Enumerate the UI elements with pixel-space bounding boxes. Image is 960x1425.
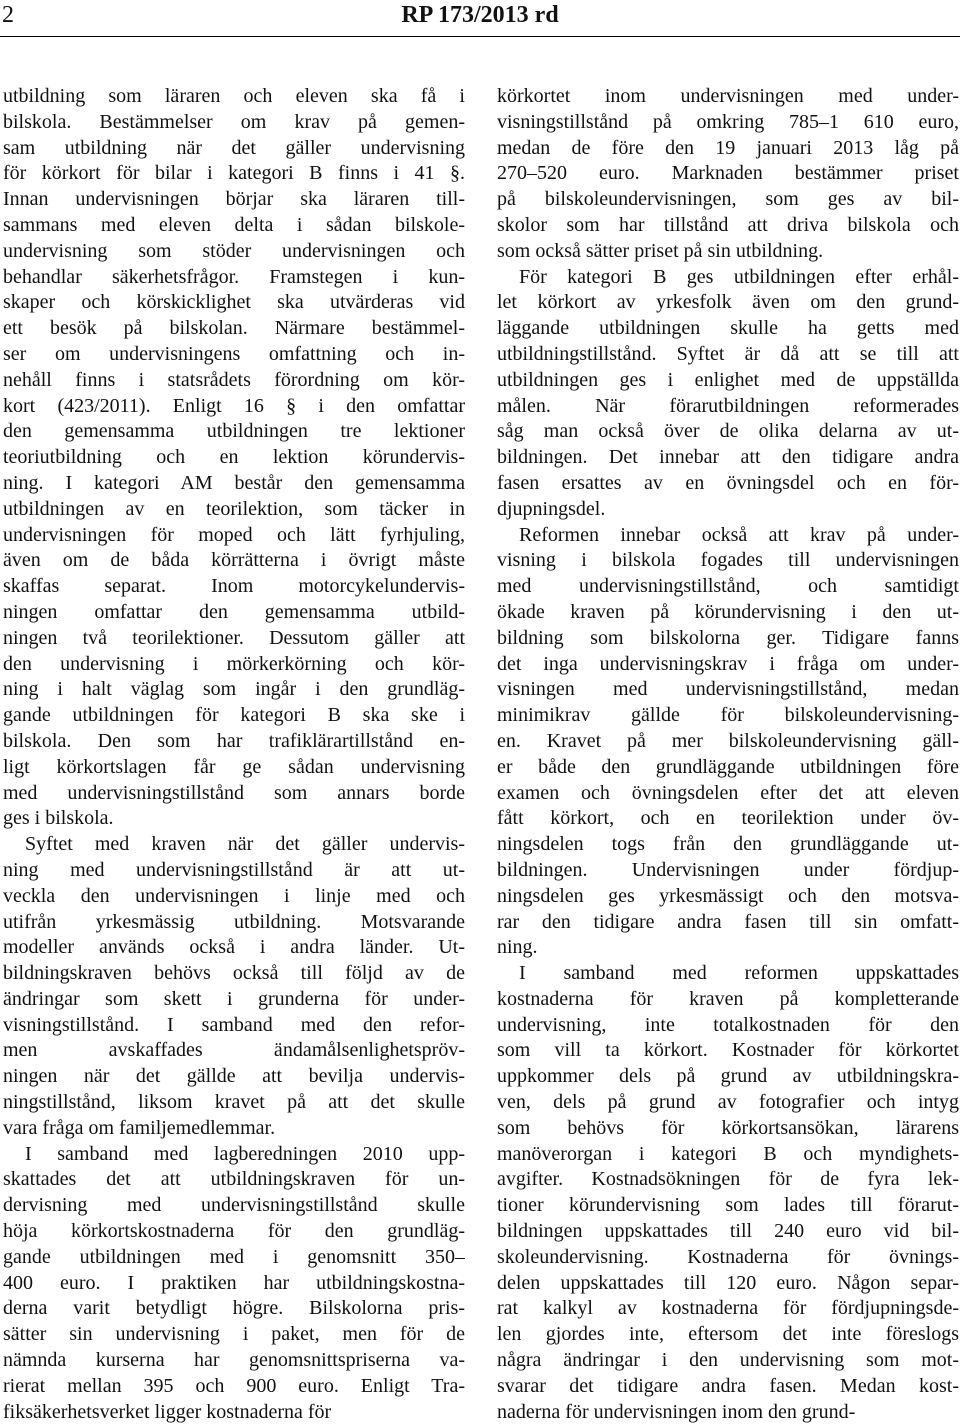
- text-line: med undervisningstillstånd, och samtidigt: [497, 575, 959, 598]
- text-line: bilskola. Den som har trafiklärartillstånd en-: [3, 729, 465, 752]
- text-line: även om de båda körrätterna i övrigt måste: [3, 549, 465, 572]
- text-line: visning i bilskola fogades till undervisningen: [497, 549, 959, 572]
- right-column: [497, 84, 959, 1425]
- text-line: ningen när det gällde att bevilja undervis-: [3, 1065, 465, 1088]
- text-line: tioner körundervisning som lades till förarut-: [497, 1194, 959, 1217]
- text-line: vara fråga om familjemedlemmar.: [3, 1116, 276, 1139]
- text-line: det inga undervisningskrav i fråga om under-: [497, 652, 959, 675]
- text-line: för körkort för bilar i kategori B finns i 41 §.: [3, 162, 465, 185]
- text-line: ven, dels på grund av fotografier och intyg: [497, 1091, 959, 1114]
- text-line: undervisning, inte totalkostnaden för den: [497, 1013, 959, 1036]
- text-line: dervisning med undervisningstillstånd skulle: [3, 1194, 465, 1217]
- text-line: utbildning som läraren och eleven ska få i: [3, 85, 465, 107]
- header-rule: [0, 36, 960, 37]
- text-line: bilskola. Bestämmelser om krav på gemen-: [3, 110, 465, 133]
- text-line: ett besök på bilskolan. Närmare bestämmel-: [3, 317, 465, 340]
- text-line: sätter sin undervisning i paket, men för de: [3, 1323, 465, 1346]
- text-line: avgifter. Kostnadsökningen för de fyra lek-: [497, 1168, 959, 1191]
- text-line: gande utbildningen för kategori B ska ske i: [3, 704, 465, 727]
- text-line: bildningen. Det innebar att den tidigare andra: [497, 446, 959, 469]
- text-line: utbildningstillstånd. Syftet är då att se till att: [497, 342, 959, 365]
- text-line: fasen ersattes av en övningsdel och en för-: [497, 471, 959, 494]
- text-line: ser om undervisningens omfattning och in-: [3, 342, 465, 365]
- text-line: kostnaderna för kraven på kompletterande: [497, 987, 959, 1010]
- text-line: naderna för undervisningen inom den grund-: [497, 1400, 856, 1423]
- text-line: bildningskraven behövs också till följd av de: [3, 962, 465, 985]
- text-line: derna varit betydligt högre. Bilskolorna pris-: [3, 1297, 465, 1320]
- text-line: skattades det att utbildningskraven för un-: [3, 1168, 465, 1191]
- text-line: skaper och körskicklighet ska utvärderas vid: [3, 291, 465, 314]
- text-line: veckla den undervisningen i linje med och: [3, 884, 465, 907]
- text-line: sam utbildning när det gäller undervisning: [3, 136, 465, 159]
- text-line: skaffas separat. Inom motorcykelundervis-: [3, 575, 465, 598]
- page-number: 2: [2, 2, 14, 28]
- text-line: Innan undervisningen börjar ska läraren till-: [3, 188, 465, 211]
- text-line: djupningsdel.: [497, 497, 606, 520]
- text-line: let körkort av yrkesfolk även om den grund-: [497, 291, 959, 314]
- text-line: teoriutbildning och en lektion körundervis-: [3, 446, 465, 469]
- text-line: ning med undervisningstillstånd är att ut-: [3, 858, 465, 881]
- text-line: körkortet inom undervisningen med under-: [497, 85, 959, 107]
- text-line: undervisningen för moped och lätt fyrhjuling,: [3, 523, 465, 546]
- text-line: på bilskoleundervisningen, som ges av bil-: [497, 188, 959, 211]
- text-line: som behövs för körkortsansökan, lärarens: [497, 1116, 959, 1139]
- text-line: rierat mellan 395 och 900 euro. Enligt Tra-: [3, 1374, 465, 1397]
- text-line: kort (423/2011). Enligt 16 § i den omfattar: [3, 394, 465, 417]
- text-line: fiksäkerhetsverket ligger kostnaderna för: [3, 1400, 332, 1423]
- text-line: Syftet med kraven när det gäller undervis-: [25, 833, 465, 856]
- text-line: utbildningen ges i enlighet med de uppställda: [497, 368, 959, 391]
- text-line: gande utbildningen med i genomsnitt 350–: [3, 1245, 465, 1268]
- text-line: skoleundervisning. Kostnaderna för övnings-: [497, 1245, 959, 1268]
- text-line: len gjordes inte, eftersom det inte föreslogs: [497, 1323, 959, 1346]
- text-line: Reformen innebar också att krav på under-: [519, 523, 959, 546]
- text-line: höja körkortskostnaderna för den grundläg-: [3, 1220, 465, 1243]
- text-line: 400 euro. I praktiken har utbildningskostna-: [3, 1271, 465, 1294]
- text-line: ning i halt väglag som ingår i den grundläg-: [3, 678, 465, 701]
- text-line: bildningen. Undervisningen under fördjup-: [497, 858, 959, 881]
- text-line: fått körkort, och en teorilektion under öv-: [497, 807, 959, 830]
- text-line: den gemensamma utbildningen tre lektioner: [3, 420, 465, 443]
- text-line: medan de före den 19 januari 2013 låg på: [497, 136, 959, 159]
- text-line: uppkommer dels på grund av utbildningskra-: [497, 1065, 959, 1088]
- text-line: några ändringar i den undervisning som mot-: [497, 1349, 959, 1372]
- text-line: svarar det tidigare andra fasen. Medan kost-: [497, 1374, 959, 1397]
- text-line: visningen med undervisningstillstånd, medan: [497, 678, 959, 701]
- text-line: läggande utbildningen skulle ha getts med: [497, 317, 959, 340]
- text-line: ningstillstånd, liksom kravet på att det skulle: [3, 1091, 465, 1114]
- text-line: utbildningen av en teorilektion, som täcker in: [3, 497, 465, 520]
- text-line: rar den tidigare andra fasen till sin omfatt-: [497, 910, 959, 933]
- text-line: er både den grundläggande utbildningen före: [497, 755, 959, 778]
- left-column: [3, 84, 465, 1425]
- text-line: ökade kraven på körundervisning i den ut-: [497, 600, 959, 623]
- text-line: minimikrav gällde för bilskoleundervisning-: [497, 704, 959, 727]
- text-line: ningsdelen togs från den grundläggande ut-: [497, 833, 959, 856]
- text-line: visningstillstånd på omkring 785–1 610 euro,: [497, 110, 959, 133]
- text-line: För kategori B ges utbildningen efter erhål-: [519, 265, 959, 288]
- text-line: ning.: [497, 936, 538, 959]
- text-line: modeller används också i andra länder. Ut-: [3, 936, 465, 959]
- document-id: RP 173/2013 rd: [401, 2, 559, 28]
- text-line: visningstillstånd. I samband med den refor-: [3, 1013, 465, 1036]
- text-line: nehåll finns i statsrådets förordning om kör-: [3, 368, 465, 391]
- text-line: utifrån yrkesmässig utbildning. Motsvarande: [3, 910, 465, 933]
- text-line: skolor som har tillstånd att driva bilskola och: [497, 213, 959, 236]
- text-line: som vill ta körkort. Kostnader för körkortet: [497, 1039, 959, 1062]
- text-line: med undervisningstillstånd som annars borde: [3, 781, 465, 804]
- text-line: ändringar som skett i grunderna för under-: [3, 987, 465, 1010]
- text-line: målen. När förarutbildningen reformerades: [497, 394, 959, 417]
- text-line: sammans med eleven delta i sådan bilskole-: [3, 213, 465, 236]
- text-line: examen och övningsdelen efter det att eleven: [497, 781, 959, 804]
- text-line: bildningen uppskattades till 240 euro vid bil-: [497, 1220, 959, 1243]
- text-line: såg man också över de olika delarna av ut-: [497, 420, 959, 443]
- text-line: ligt körkortslagen får ge sådan undervisning: [3, 755, 465, 778]
- text-line: nämnda kurserna har genomsnittspriserna va-: [3, 1349, 465, 1372]
- text-line: ningen två teorilektioner. Dessutom gäller att: [3, 626, 465, 649]
- text-line: ning. I kategori AM består den gemensamma: [3, 471, 465, 494]
- text-line: undervisning som stöder undervisningen och: [3, 239, 465, 262]
- text-line: som också sätter priset på sin utbildning.: [497, 239, 824, 262]
- text-line: en. Kravet på mer bilskoleundervisning gäll-: [497, 729, 959, 752]
- text-line: ges i bilskola.: [3, 807, 114, 830]
- text-line: men avskaffades ändamålsenlighetspröv-: [3, 1039, 465, 1062]
- text-line: rat kalkyl av kostnaderna för fördjupningsde-: [497, 1297, 959, 1320]
- page-header: [0, 0, 960, 40]
- text-line: I samband med reformen uppskattades: [519, 962, 959, 985]
- text-line: behandlar säkerhetsfrågor. Framstegen i kun-: [3, 265, 465, 288]
- text-line: ningsdelen ges yrkesmässigt och den motsva-: [497, 884, 959, 907]
- text-line: ningen omfattar den gemensamma utbild-: [3, 600, 465, 623]
- text-line: I samband med lagberedningen 2010 upp-: [25, 1142, 465, 1165]
- text-line: bildning som bilskolorna ger. Tidigare fanns: [497, 626, 959, 649]
- text-line: 270–520 euro. Marknaden bestämmer priset: [497, 162, 959, 185]
- text-line: delen uppskattades till 120 euro. Någon separ-: [497, 1271, 959, 1294]
- text-line: den undervisning i mörkerkörning och kör-: [3, 652, 465, 675]
- text-line: manöverorgan i kategori B och myndighets-: [497, 1142, 959, 1165]
